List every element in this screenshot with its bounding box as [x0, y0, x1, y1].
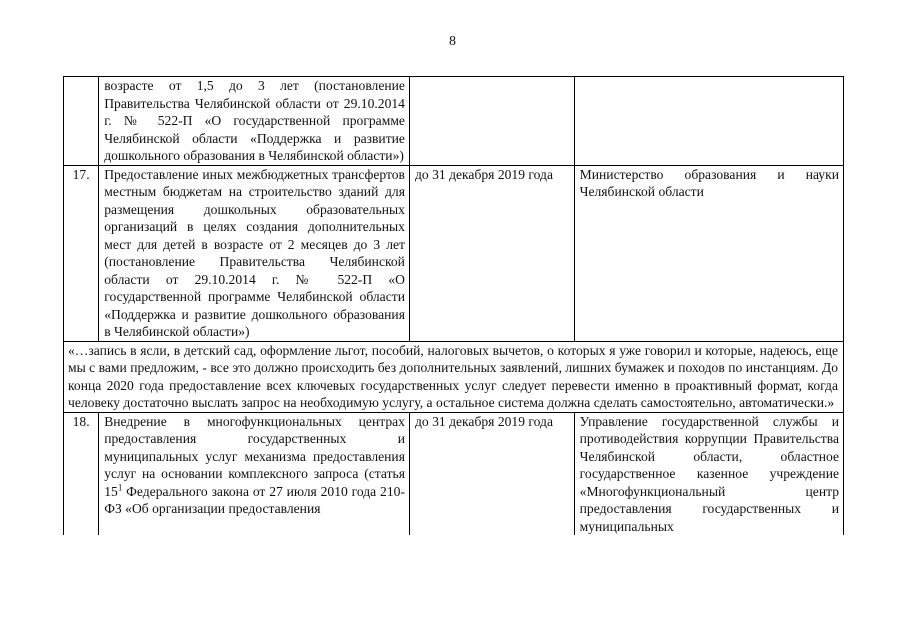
measures-table	[63, 76, 844, 535]
table-row	[64, 412, 844, 535]
measure-description	[99, 412, 410, 535]
quote-row	[64, 341, 844, 412]
responsible-cell	[574, 77, 843, 166]
table-row	[64, 165, 844, 341]
measure-description: Предоставление иных межбюджетных трансфертов местным бюджетам на строительство зданий для размещения дошкольных образовательных организаций в целях создания дополнительных мест для детей в возрасте от 2 месяцев до 3 лет (постановление Правительства Челябинской области от 29.10.2014 г. № 522-П «О государственной программе Челябинской области «Поддержка и развитие дошкольного образования в Челябинской области»)	[99, 165, 410, 341]
president-quote: «…запись в ясли, в детский сад, оформление льгот, пособий, налоговых вычетов, о которых я уже говорил и которые, надеюсь, еще мы с вами предложим, - все это должно происходить без дополнительных заявлений, лишних бумажек и походов по инстанциям. До конца 2020 года предоставление всех ключевых государственных услуг следует перевести именно в проактивный формат, когда человеку достаточно выслать запрос на необходимую услугу, а остальное система должна сделать самостоятельно, автоматически.»	[64, 341, 844, 412]
article-superscript: 1	[117, 481, 123, 492]
deadline-cell	[409, 77, 574, 166]
row-number: 17.	[64, 165, 99, 341]
row-number	[64, 77, 99, 166]
measure-text-part: Внедрение в многофункциональных центрах предоставления государственных и муниципальных услуг механизма предоставления услуг на основании комплексного запроса (статья 15	[104, 413, 405, 499]
measure-text-part: Федерального закона от 27 июля 2010 года 210-ФЗ «Об организации предоставления	[104, 483, 405, 516]
measure-description: возрасте от 1,5 до 3 лет (постановление Правительства Челябинской области от 29.10.2014 г. № 522-П «О государственной программе Челябинской области «Поддержка и развитие дошкольного образования в Челябинской области»)	[99, 77, 410, 166]
deadline-cell: до 31 декабря 2019 года	[409, 165, 574, 341]
page-number: 8	[449, 34, 456, 49]
row-number: 18.	[64, 412, 99, 535]
deadline-cell: до 31 декабря 2019 года	[409, 412, 574, 535]
table-row	[64, 77, 844, 166]
responsible-cell: Министерство образования и науки Челябинской области	[574, 165, 843, 341]
responsible-cell: Управление государственной службы и противодействия коррупции Правительства Челябинской области, областное государственное казенное учреждение «Многофункциональный центр предоставления государственных и муниципальных	[574, 412, 843, 535]
